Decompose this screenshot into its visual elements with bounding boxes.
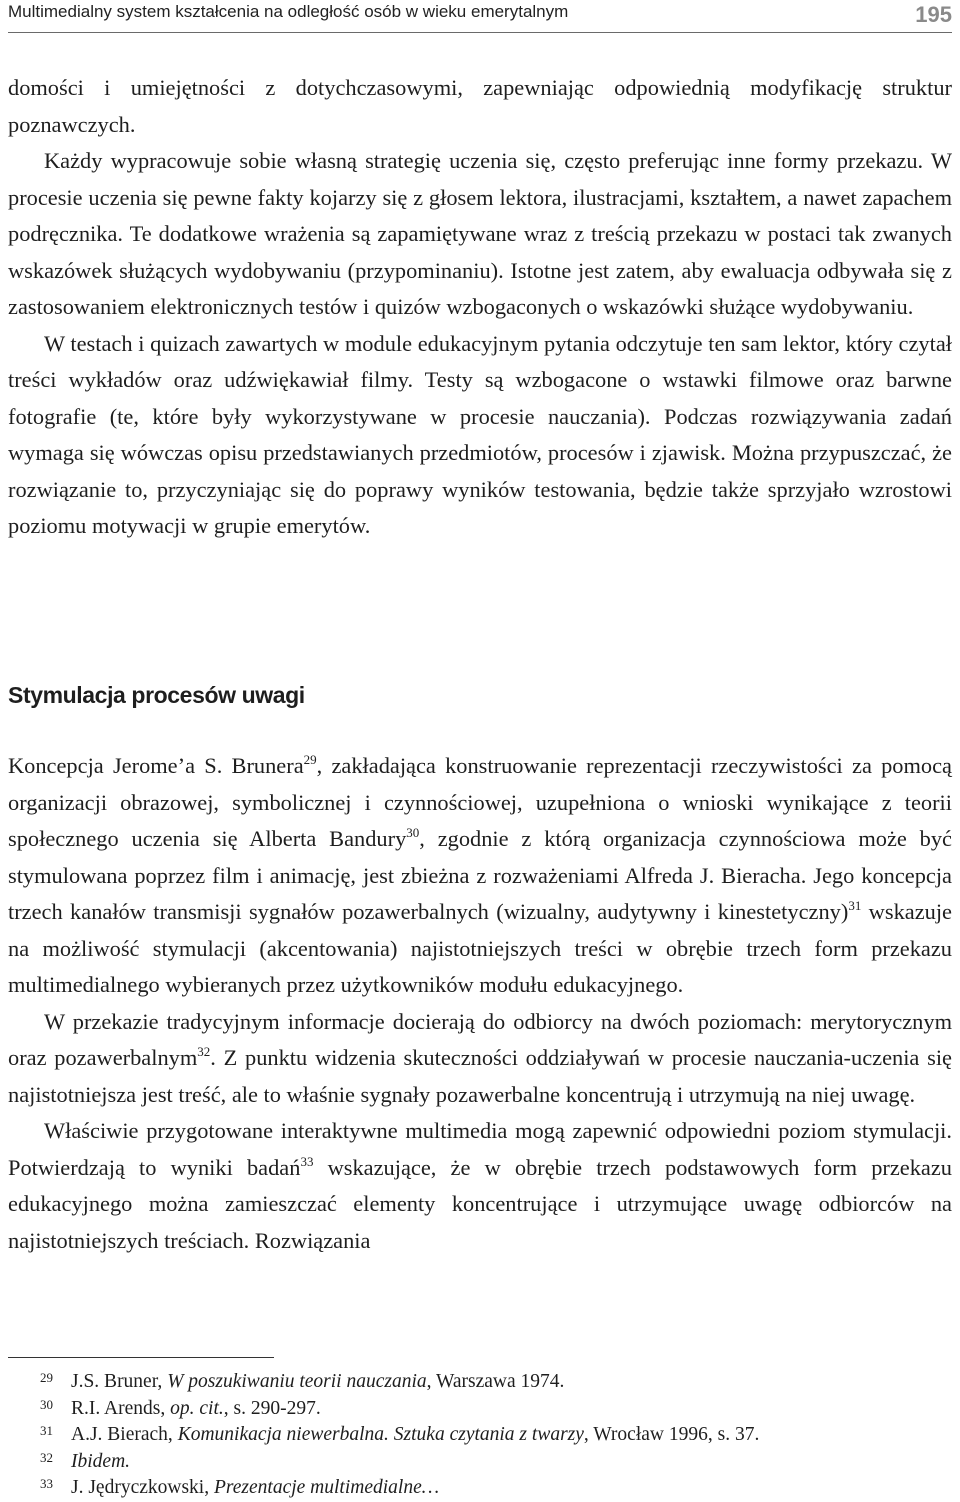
footnote-reference[interactable]: 33	[300, 1153, 314, 1169]
footnote-title: Prezentacje multimedialne…	[213, 1477, 440, 1498]
paragraph: Każdy wypracowuje sobie własną strategię uczenia się, często preferując inne formy przekazu. W procesie uczenia się pewne fakty kojarzy się z głosem lektora, ilustracjami, kształtem, a nawet zapachem podręcznika. Te dodatkowe wrażenia są zapamiętywane wraz z treścią przekazu w postaci tak zwanych wskazówek służących wydobywaniu (przypominaniu). Istotne jest zatem, aby ewaluacja odbywała się z zastosowaniem elektronicznych testów i quizów wzbogaconych o wskazówki służące wydobywaniu.	[8, 148, 952, 319]
footnote-text: , Warszawa 1974.	[426, 1371, 565, 1392]
text-run: wskazujące, że w obrębie trzech podstawowych form przekazu edukacyjnego można zamieszczać elementy koncentrujące i utrzymujące uwagę odbiorców na najistotniejszych treściach. Rozwiązania	[8, 1154, 952, 1253]
text-run: Koncepcja Jerome’a S. Brunera	[8, 753, 304, 778]
footnote-text: J. Jędryczkowski,	[71, 1477, 214, 1498]
footnote-text: , Wrocław 1996, s. 37.	[583, 1424, 760, 1445]
paragraph: W testach i quizach zawartych w module edukacyjnym pytania odczytuje ten sam lektor, który czytał treści wykładów oraz udźwiękawiał filmy. Testy są wzbogacone o wstawki filmowe oraz barwne fotografie (te, które były wykorzystywane w procesie nauczania). Podczas rozwiązywania zadań wymaga się wówczas opisu przedstawianych przedmiotów, procesów i zjawisk. Można przypuszczać, że rozwiązanie to, przyczyniając się do poprawy wyników testowania, będzie także sprzyjało wzrostowi poziomu motywacji w grupie emerytów.	[8, 330, 952, 538]
text-run: W przekazie tradycyjnym informacje docierają do odbiorcy na dwóch poziomach: merytorycznym oraz pozawerbalnym	[8, 1008, 952, 1070]
running-header	[8, 0, 952, 33]
footnote-text: , s. 290-297.	[223, 1397, 321, 1419]
paragraph: domości i umiejętności z dotychczasowymi, zapewniając odpowiednią modyfikację struktur poznawczych.	[8, 75, 952, 137]
footnote-number: 29	[40, 1370, 53, 1385]
text-run: Właściwie przygotowane interaktywne multimedia mogą zapewnić odpowiedni poziom stymulacji. Potwierdzają to wyniki badań	[8, 1118, 952, 1180]
footnote-number: 31	[40, 1423, 53, 1438]
page-number: 195	[915, 2, 952, 27]
section-1-body	[8, 70, 952, 545]
text-run: , zakładająca konstruowanie reprezentacji rzeczywistości za pomocą organizacji obrazowej, symbolicznej i czynnościowej, uzupełniona o wnioski wynikające z teorii społecznego uczenia się Alberta Bandury	[8, 753, 952, 851]
footnote-number: 33	[40, 1476, 53, 1491]
footnotes	[8, 1369, 952, 1502]
footnote-text: A.J. Bierach,	[71, 1424, 178, 1445]
footnote-reference[interactable]: 32	[197, 1044, 211, 1059]
footnote-reference[interactable]: 31	[848, 898, 862, 913]
footnote-title: Komunikacja niewerbalna. Sztuka czytania z twarzy	[177, 1424, 584, 1445]
section-2-body	[8, 748, 952, 1259]
footnote	[8, 1396, 952, 1423]
footnote-separator	[8, 1357, 274, 1358]
footnote	[8, 1475, 952, 1502]
paragraph	[8, 1113, 952, 1259]
text-run: . Z punktu widzenia skuteczności oddziaływań w procesie nauczania-uczenia się najistotniejsza jest treść, ale to właśnie sygnały pozawerbalne koncentrują i utrzymują na niej uwagę.	[8, 1045, 952, 1107]
section-heading: Stymulacja procesów uwagi	[8, 682, 305, 708]
paragraph	[8, 1004, 952, 1114]
footnote-title: Ibidem.	[71, 1450, 131, 1472]
footnote-title: W poszukiwaniu teorii nauczania	[167, 1371, 427, 1392]
running-header-title: Multimedialny system kształcenia na odległość osób w wieku emerytalnym	[8, 2, 569, 21]
text-run: wskazuje na możliwość stymulacji (akcentowania) najistotniejszych treści w obrębie trzech form przekazu multimedialnego wybieranych przez użytkowników modułu edukacyjnego.	[8, 899, 952, 997]
footnote	[8, 1369, 952, 1396]
footnote-reference[interactable]: 30	[406, 825, 420, 840]
paragraph	[8, 748, 952, 1004]
footnote-number: 32	[40, 1449, 53, 1465]
footnote-title: op. cit.	[170, 1397, 224, 1419]
footnote	[8, 1449, 952, 1476]
text-run: , zgodnie z którą organizacja czynnościowa może być stymulowana poprzez film i animację, jest zbieżna z rozważeniami Alfreda J. Bieracha. Jego koncepcja trzech kanałów transmisji sygnałów pozawerbalnych (wizualny, audytywny i kinestetyczny)	[8, 826, 952, 924]
footnote-text: R.I. Arends,	[71, 1397, 171, 1419]
footnote-text: J.S. Bruner,	[71, 1371, 168, 1392]
footnote-number: 30	[40, 1396, 53, 1412]
footnote	[8, 1422, 952, 1449]
footnote-reference[interactable]: 29	[303, 752, 317, 767]
